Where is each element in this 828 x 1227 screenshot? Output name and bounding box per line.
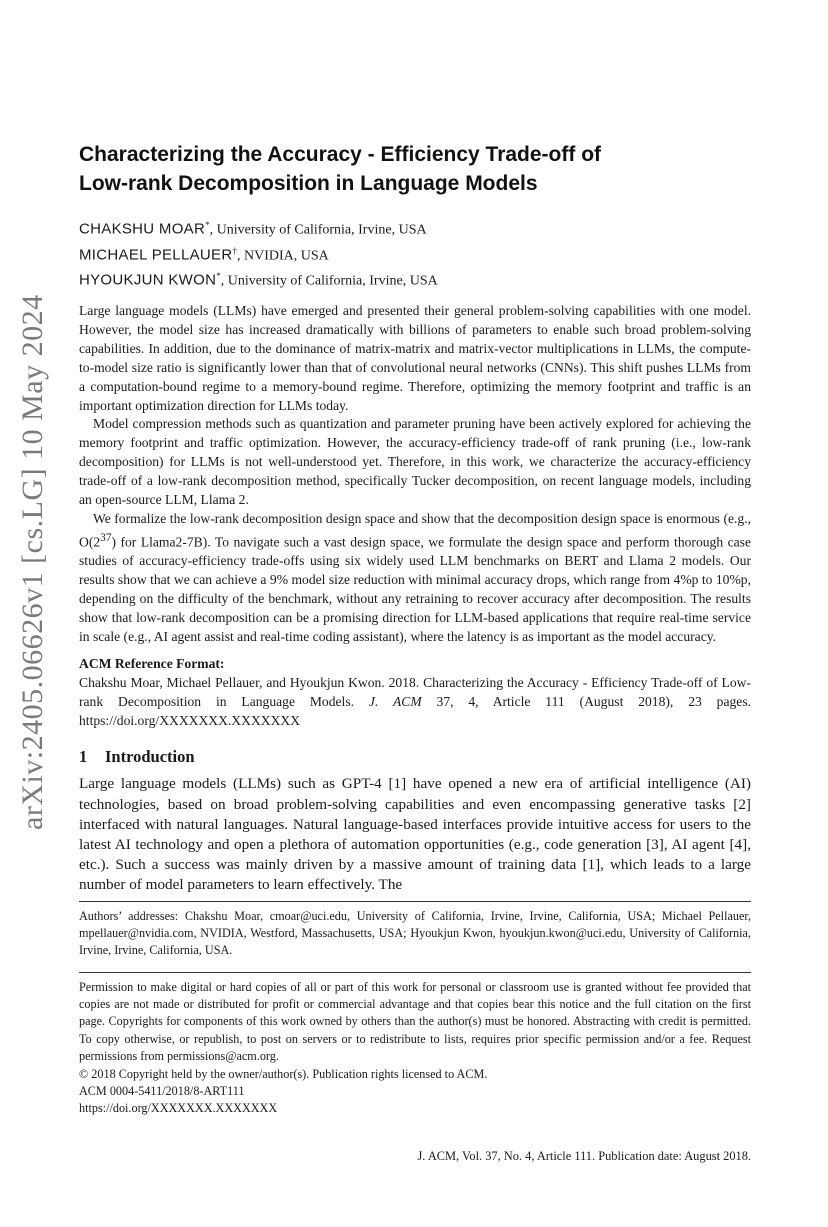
permission-divider [79, 972, 751, 973]
reference-text-start: Chakshu Moar, Michael Pellauer, and Hyoukjun Kwon. 2018. Characterizing the Accuracy - Efficiency Trade-off of Low-rank Decomposition in Language Models. [79, 674, 751, 709]
page-footer: J. ACM, Vol. 37, No. 4, Article 111. Publication date: August 2018. [417, 1149, 751, 1163]
footnote-divider [79, 901, 751, 902]
author-affiliation: , NVIDIA, USA [236, 248, 329, 264]
title-line-1: Characterizing the Accuracy - Efficiency Trade-off of [79, 143, 602, 166]
abstract-p3-end: ) for Llama2-7B). To navigate such a vast design space, we formulate the design space and perform thorough case studies of accuracy-efficiency trade-offs using six widely used LLM benchmarks on BERT and Llama 2 models. Our results show that we can achieve a 9% model size reduction with minimal accuracy drops, which range from 4%p to 10%p, depending on the difficulty of the benchmark, without any retraining to recover accuracy after decomposition. The results show that low-rank decomposition can be a promising direction for LLM-based applications that require real-time service in scale (e.g., AI agent assist and real-time coding assistant), where the latency is as important as the model accuracy. [79, 534, 751, 644]
abstract-p3-start: We formalize the low-rank decomposition design space and show that the decomposition design space is enormous (e.g., O(2 [79, 510, 751, 550]
authors-addresses: Authors’ addresses: Chakshu Moar, cmoar@uci.edu, University of California, Irvine, Irvine, California, USA; Michael Pellauer, mpellauer@nvidia.com, NVIDIA, Westford, Massachusetts, USA; Hyoukjun Kwon, hyoukjun.kwon@uci.edu, University of California, Irvine, Irvine, California, USA. [79, 909, 751, 958]
author-mark: * [205, 220, 210, 230]
author-affiliation: , University of California, Irvine, USA [209, 222, 427, 238]
copyright-notice: © 2018 Copyright held by the owner/author(s). Publication rights licensed to ACM. [79, 1066, 488, 1081]
paper-title [79, 140, 751, 198]
author-list [79, 215, 751, 292]
author-name: MICHAEL PELLAUER [79, 246, 233, 264]
section-number: 1 [79, 747, 88, 767]
abstract-paragraph-1: Large language models (LLMs) have emerged and presented their general problem-solving capabilities with one model. However, the model size has increased dramatically with billions of parameters to enable such broad problem-solving capabilities. In addition, due to the dominance of matrix-matrix and matrix-vector multiplications in LLMs, the compute-to-model size ratio is significantly lower than that of convolutional neural networks (CNNs). This shift pushes LLMs from a computation-bound regime to a memory-bound regime. Therefore, optimizing the memory footprint and traffic is an important optimization direction for LLMs today. [79, 302, 751, 413]
doi-link[interactable]: https://doi.org/XXXXXXX.XXXXXXX [79, 1101, 278, 1116]
author-entry [79, 215, 751, 241]
author-mark: * [216, 271, 221, 282]
section-title: Introduction [105, 747, 195, 767]
author-name: CHAKSHU MOAR [79, 220, 206, 238]
exponent: 37 [100, 531, 112, 544]
reference-format-heading: ACM Reference Format: [79, 655, 225, 671]
arxiv-identifier: arXiv:2405.06626v1 [cs.LG] 10 May 2024 [16, 294, 49, 830]
author-mark: † [232, 245, 237, 256]
acm-identifier: ACM 0004-5411/2018/8-ART111 [79, 1084, 245, 1099]
author-name: HYOUKJUN KWON [79, 271, 217, 289]
permission-notice: Permission to make digital or hard copies of all or part of this work for personal or classroom use is granted without fee provided that copies are not made or distributed for profit or commercial advantage and that copies bear this notice and the full citation on the first page. Copyrights for components of this work owned by others than the author(s) must be honored. Abstracting with credit is permitted. To copy otherwise, or republish, to post on servers or to redistribute to lists, requires prior specific permission and/or a fee. Request permissions from permissions@acm.org. [79, 979, 751, 1064]
reference-format-text [79, 674, 751, 731]
author-affiliation: , University of California, Irvine, USA [220, 273, 438, 289]
author-entry [79, 241, 751, 267]
section-heading-introduction [79, 746, 751, 768]
reference-text-end: 37, 4, Article 111 (August 2018), 23 pages. https://doi.org/XXXXXXX.XXXXXXX [79, 693, 752, 728]
journal-name: J. ACM [368, 693, 422, 709]
introduction-text: Large language models (LLMs) such as GPT-4 [1] have opened a new era of artificial intelligence (AI) technologies, based on broad problem-solving capabilities and even encompassing generative tasks [2] interfaced with natural languages. Natural language-based interfaces provide intuitive access for users to the latest AI technology and open a plethora of automation opportunities (e.g., code generation [3], AI agent [4], etc.). Such a success was mainly driven by a massive amount of training data [1], which leads to a large number of model parameters to learn effectively. The [79, 775, 751, 893]
abstract-paragraph-2: Model compression methods such as quantization and parameter pruning have been actively explored for achieving the memory footprint and traffic optimization. However, the accuracy-efficiency trade-off of rank pruning (i.e., low-rank decomposition) for LLMs is not well-understood yet. Therefore, in this work, we characterize the accuracy-efficiency trade-off of a low-rank decomposition method, specifically Tucker decomposition, on recent language models, including an open-source LLM, Llama 2. [79, 416, 751, 508]
arxiv-sidebar [8, 230, 58, 830]
author-entry [79, 266, 751, 292]
abstract [79, 302, 751, 647]
paper-page [79, 140, 751, 1118]
abstract-paragraph-3 [79, 510, 751, 647]
title-line-2: Low-rank Decomposition in Language Models [79, 172, 538, 195]
